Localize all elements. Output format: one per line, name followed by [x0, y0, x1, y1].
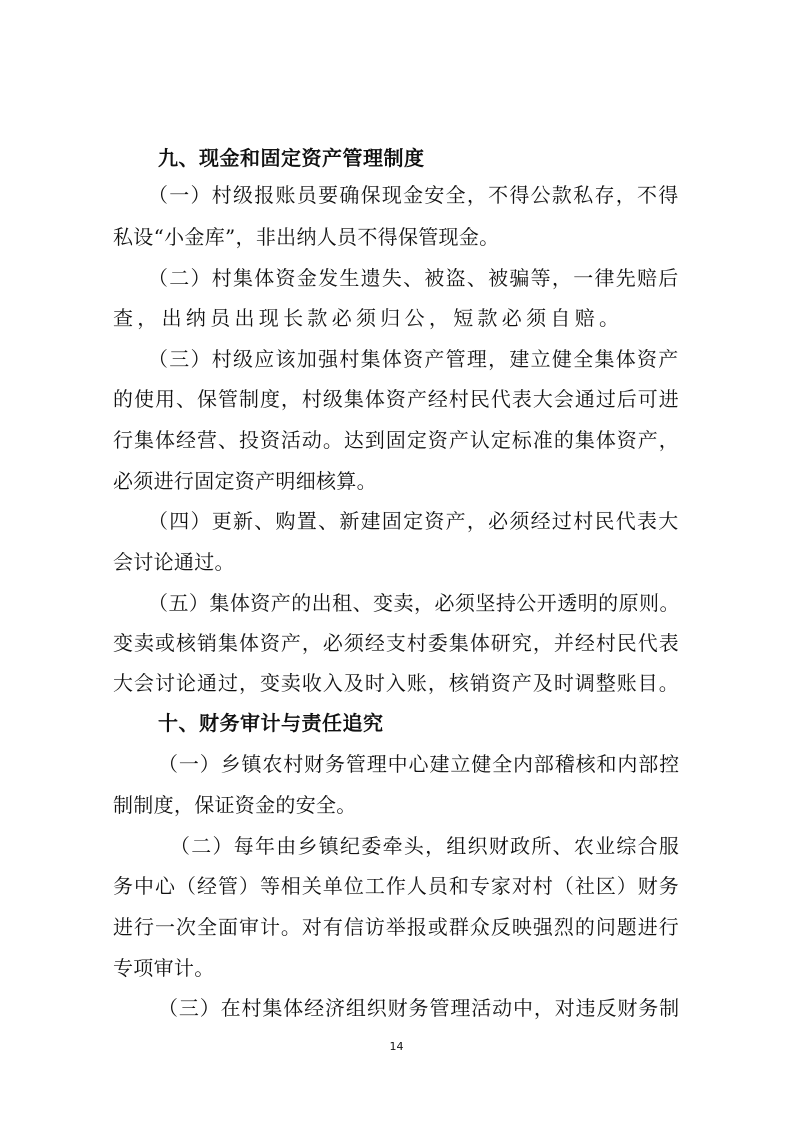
- section-9-line: （四）更新、购置、新建固定资产，必须经过村民代表大: [148, 509, 680, 533]
- section-9-line: 行集体经营、投资活动。达到固定资产认定标准的集体资产，: [113, 428, 680, 452]
- section-10-line: 制制度，保证资金的安全。: [113, 793, 357, 817]
- section-9-line: 的使用、保管制度，村级集体资产经村民代表大会通过后可进: [113, 387, 680, 411]
- section-10-line: 专项审计。: [113, 956, 215, 980]
- section-9-line: （三）村级应该加强村集体资产管理，建立健全集体资产: [148, 347, 680, 371]
- section-9-heading: 九、现金和固定资产管理制度: [158, 146, 425, 170]
- section-9-line: 必须进行固定资产明细核算。: [113, 469, 377, 493]
- section-9-line: 私设“小金库”，非出纳人员不得保管现金。: [113, 225, 500, 249]
- section-9-line: 大会讨论通过，变卖收入及时入账，核销资产及时调整账目。: [113, 671, 680, 695]
- section-10-line: 务中心（经管）等相关单位工作人员和专家对村（社区）财务: [113, 874, 680, 898]
- section-10-line: （一）乡镇农村财务管理中心建立健全内部稽核和内部控: [158, 752, 680, 776]
- section-9-line: （二）村集体资金发生遗失、被盗、被骗等，一律先赔后: [148, 266, 680, 290]
- section-10-line: （三）在村集体经济组织财务管理活动中，对违反财务制: [158, 996, 680, 1020]
- section-9-line: （一）村级报账员要确保现金安全，不得公款私存，不得: [148, 183, 680, 207]
- section-10-line: 进行一次全面审计。对有信访举报或群众反映强烈的问题进行: [113, 915, 680, 939]
- section-9-line: 变卖或核销集体资产，必须经支村委集体研究，并经村民代表: [113, 631, 680, 655]
- section-9-line: 会讨论通过。: [113, 550, 235, 574]
- section-10-heading: 十、财务审计与责任追究: [158, 711, 384, 735]
- section-9-line: （五）集体资产的出租、变卖，必须坚持公开透明的原则。: [148, 591, 680, 615]
- section-9-line: 查，出纳员出现长款必须归公，短款必须自赔。: [113, 306, 624, 330]
- page-number: 14: [389, 1040, 404, 1053]
- section-10-line: （二）每年由乡镇纪委牵头，组织财政所、农业综合服: [170, 834, 681, 858]
